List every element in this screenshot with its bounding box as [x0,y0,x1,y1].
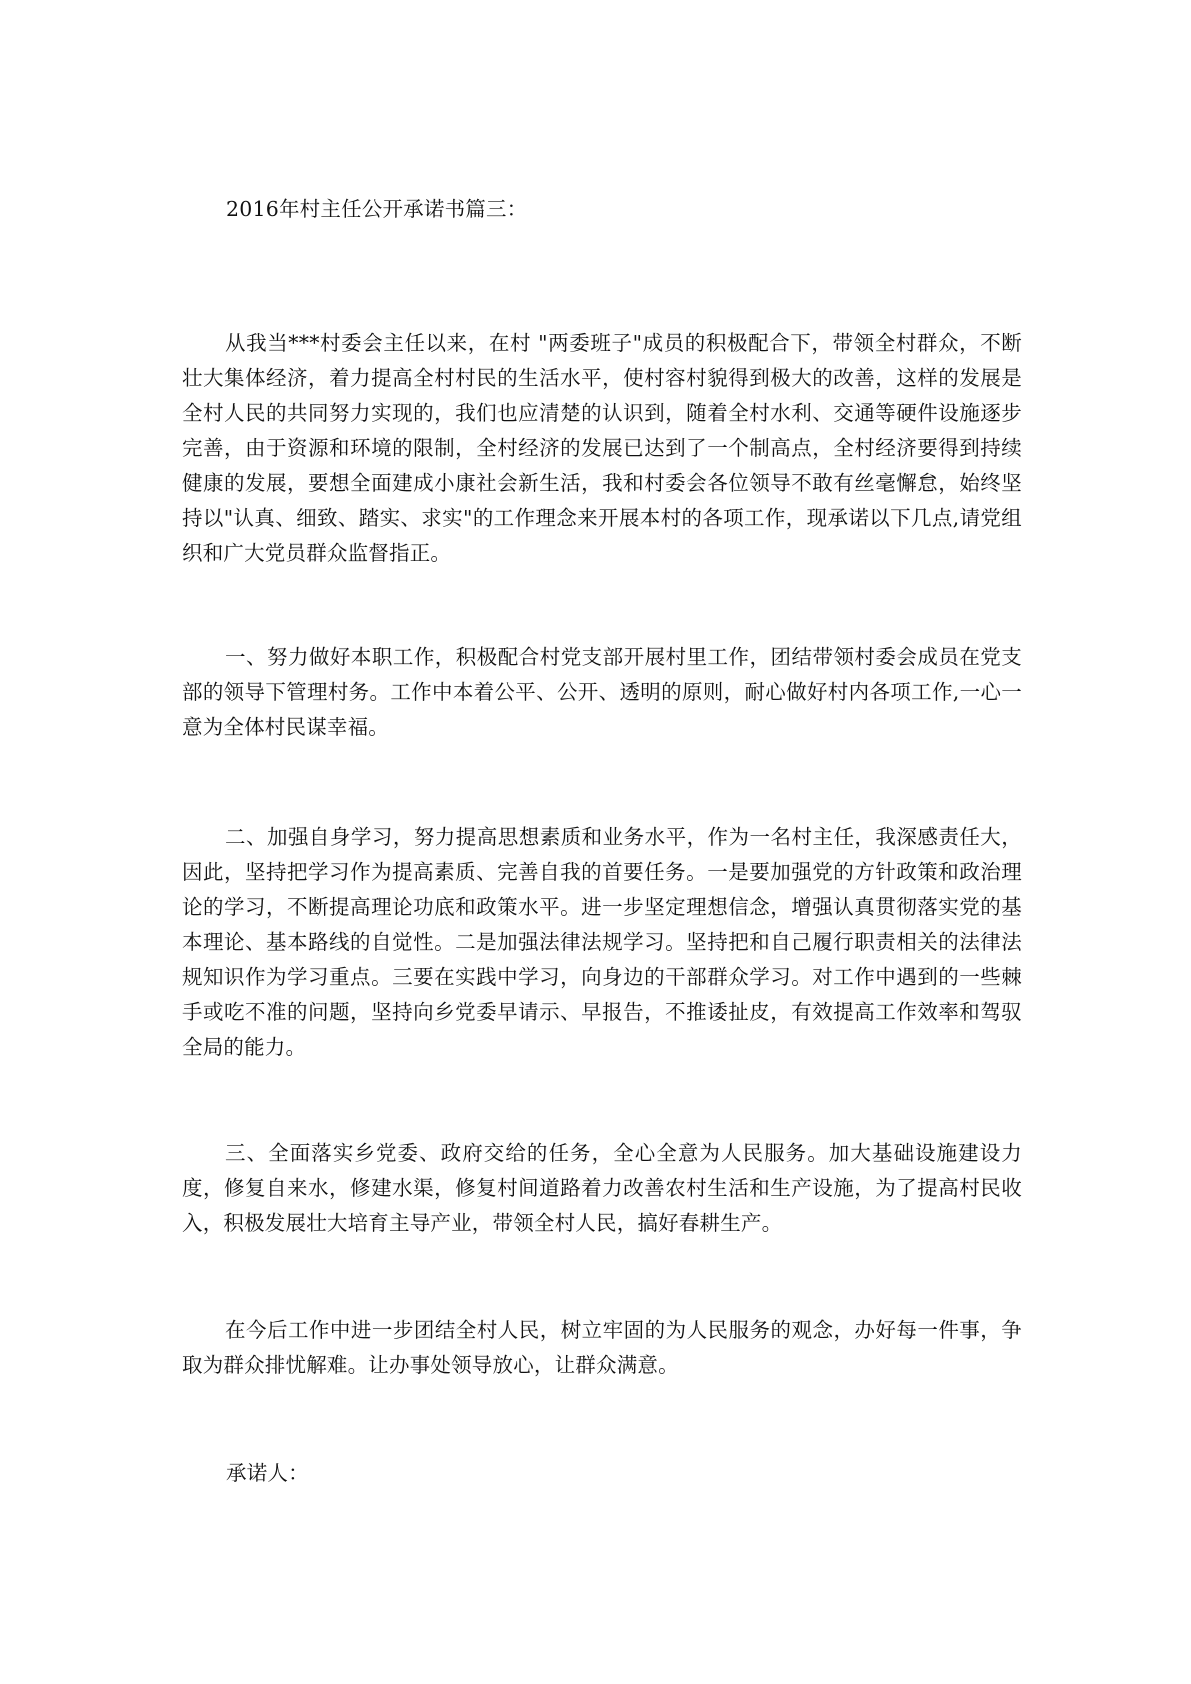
document-title: 2016年村主任公开承诺书篇三： [226,197,528,221]
paragraph-intro: 从我当***村委会主任以来，在村 "两委班子"成员的积极配合下，带领全村群众，不断壮大集体经济，着力提高全村村民的生活水平，使村容村貌得到极大的改善，这样的发展是全村人民的共同努力实现的，我们也应清楚的认识到，随着全村水利、交通等硬件设施逐步完善，由于资源和环境的限制，全村经济的发展已达到了一个制高点，全村经济要得到持续健康的发展，要想全面建成小康社会新生活，我和村委会各位领导不敢有丝毫懈怠，始终坚持以"认真、细致、踏实、求实"的工作理念来开展本村的各项工作，现承诺以下几点,请党组织和广大党员群众监督指正。 [182,331,1022,565]
paragraph-point-three: 三、全面落实乡党委、政府交给的任务，全心全意为人民服务。加大基础设施建设力度，修复自来水，修建水渠，修复村间道路着力改善农村生活和生产设施，为了提高村民收入，积极发展壮大培育主导产业，带领全村人民，搞好春耕生产。 [182,1141,1022,1235]
paragraph-point-two: 二、加强自身学习，努力提高思想素质和业务水平，作为一名村主任，我深感责任大，因此，坚持把学习作为提高素质、完善自我的首要任务。一是要加强党的方针政策和政治理论的学习，不断提高理论功底和政策水平。进一步坚定理想信念，增强认真贯彻落实党的基本理论、基本路线的自觉性。二是加强法律法规学习。坚持把和自己履行职责相关的法律法规知识作为学习重点。三要在实践中学习，向身边的干部群众学习。对工作中遇到的一些棘手或吃不准的问题，坚持向乡党委早请示、早报告，不推诿扯皮，有效提高工作效率和驾驭全局的能力。 [182,825,1022,1059]
paragraph-closing: 在今后工作中进一步团结全村人民，树立牢固的为人民服务的观念，办好每一件事，争取为群众排忧解难。让办事处领导放心，让群众满意。 [182,1318,1022,1377]
signature-label: 承诺人： [226,1461,309,1485]
paragraph-point-one: 一、努力做好本职工作，积极配合村党支部开展村里工作，团结带领村委会成员在党支部的领导下管理村务。工作中本着公平、公开、透明的原则，耐心做好村内各项工作,一心一意为全体村民谋幸福。 [182,645,1022,739]
